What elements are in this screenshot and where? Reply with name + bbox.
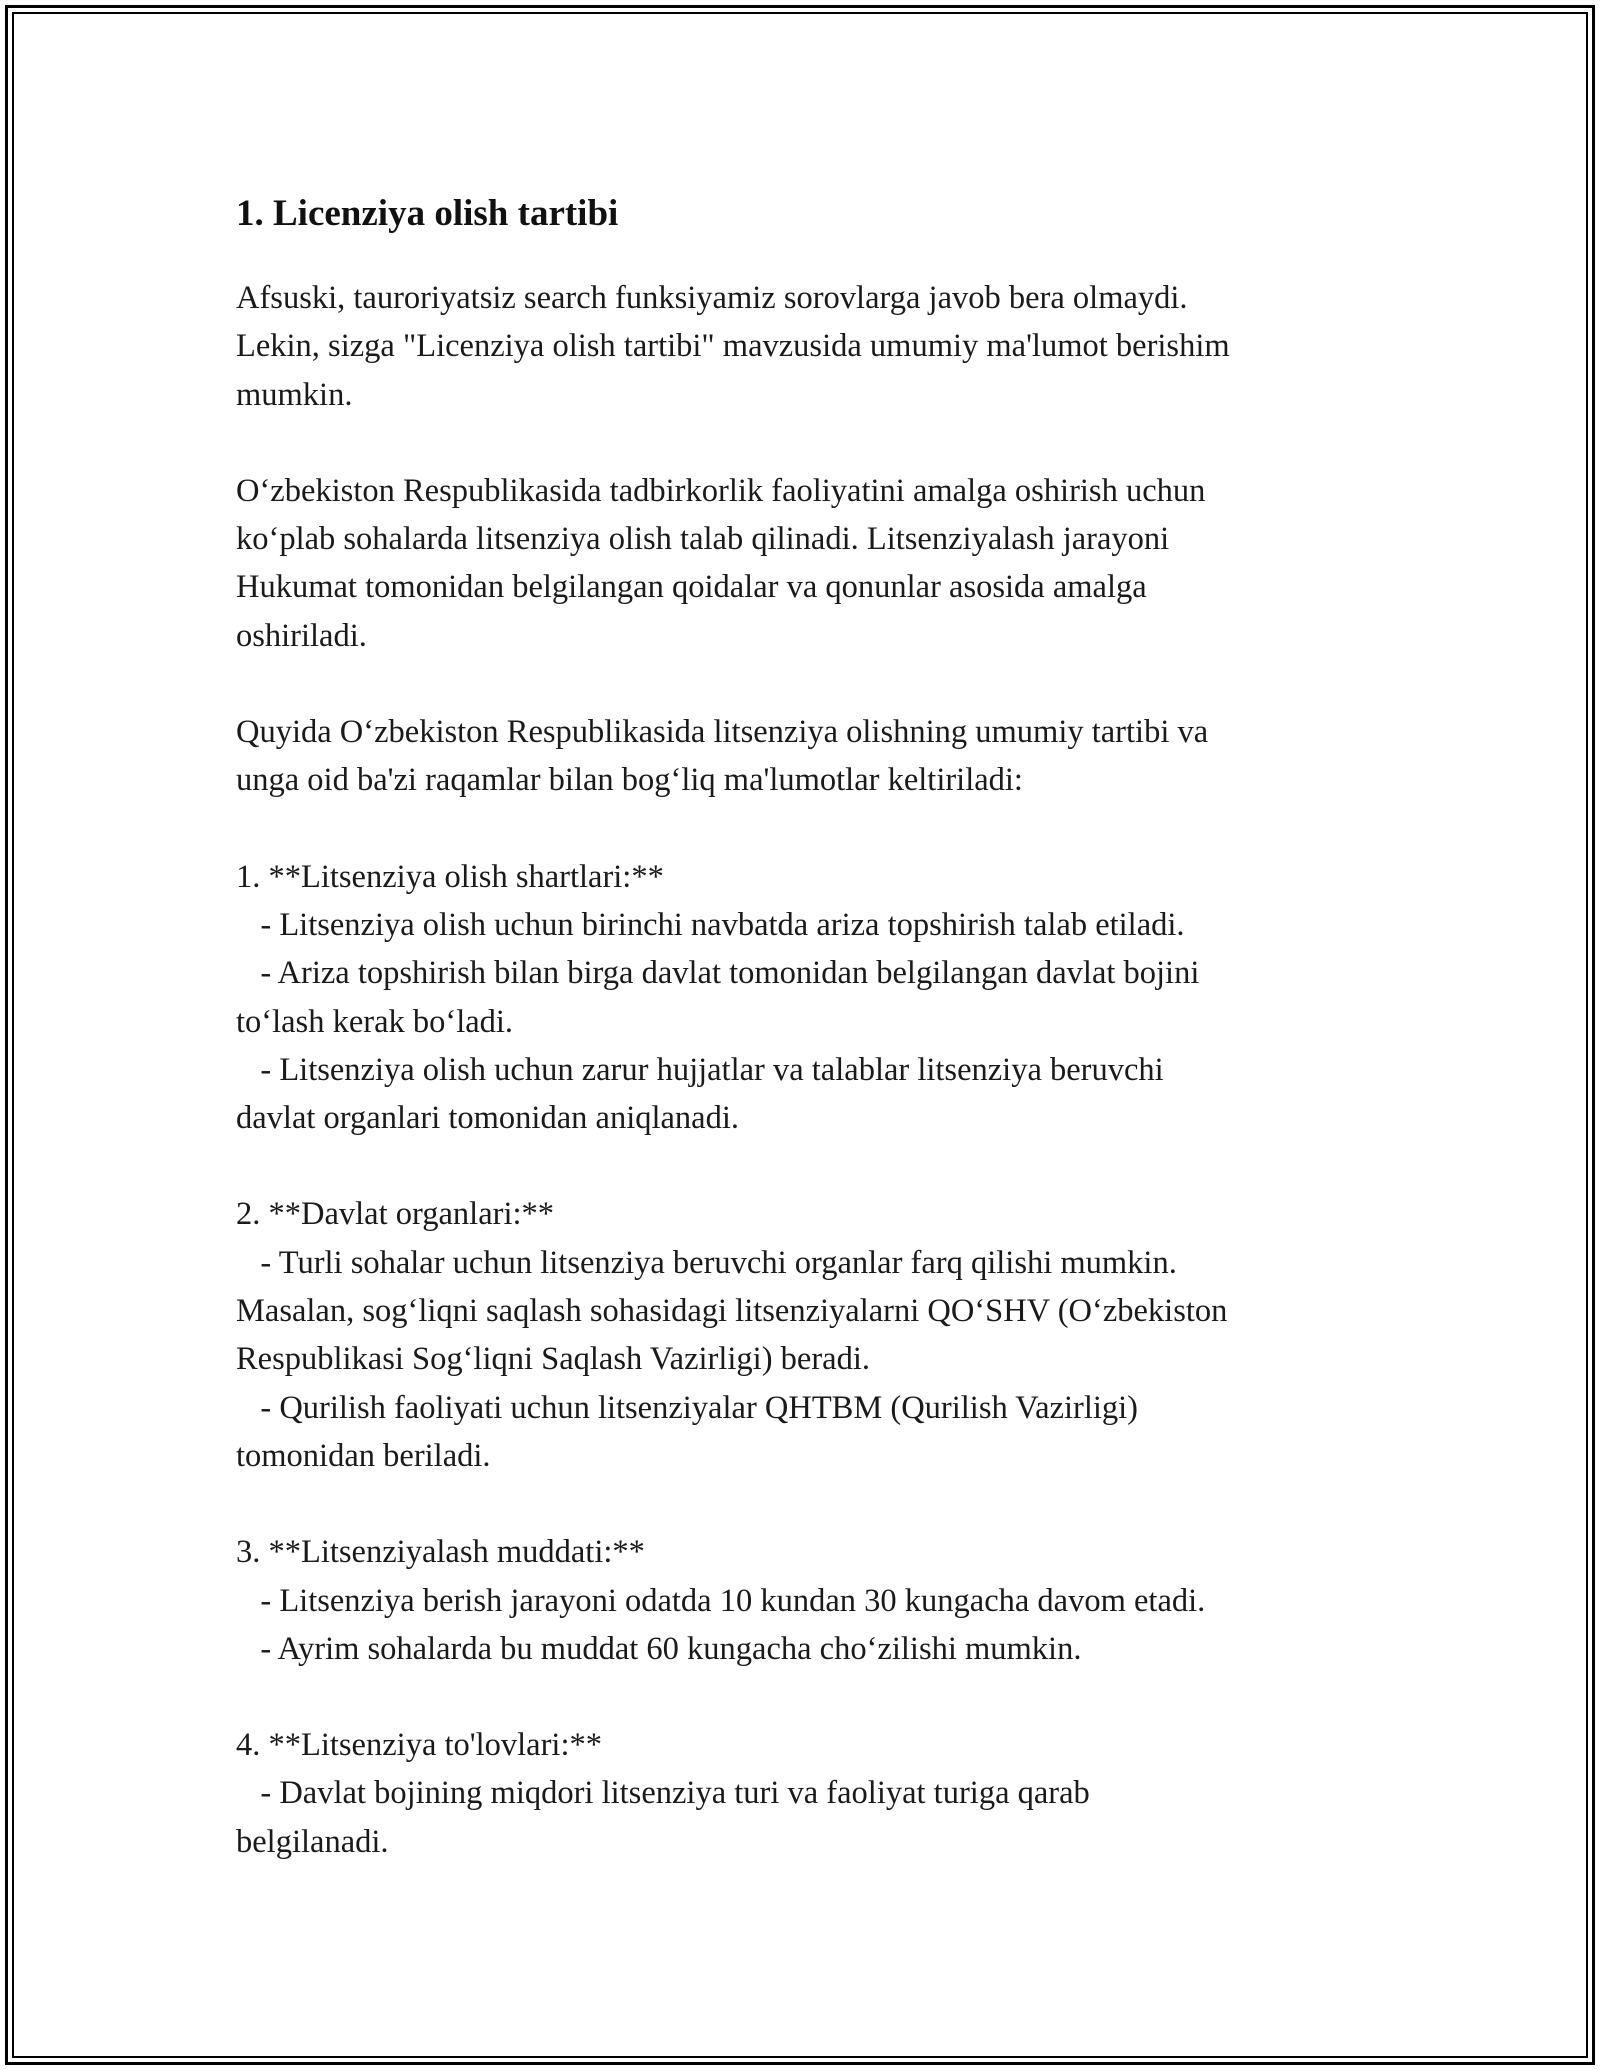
intro-paragraph: Afsuski, tauroriyatsiz search funksiyamiz sorovlarga javob bera olmaydi. Lekin, sizga "Licenziya olish tartibi" mavzusida umumiy ma'lumot berishim mumkin. xyxy=(236,280,1230,413)
list-item: - Ayrim sohalarda bu muddat 60 kungacha cho‘zilishi mumkin. xyxy=(236,1630,1082,1667)
document-title: 1. Licenziya olish tartibi xyxy=(236,193,619,234)
context-paragraph: O‘zbekiston Respublikasida tadbirkorlik faoliyatini amalga oshirish uchun ko‘plab sohalarda litsenziya olish talab qilinadi. Litsenziyalash jarayoni Hukumat tomonidan belgilangan qoidalar va qonunlar asosida amalga oshiriladi. xyxy=(236,472,1206,654)
list-item: - Litsenziya olish uchun birinchi navbatda ariza topshirish talab etiladi. xyxy=(236,906,1185,943)
section-heading: 2. **Davlat organlari:** xyxy=(236,1196,555,1233)
document-body xyxy=(236,184,1406,1914)
section-state-bodies xyxy=(236,1190,1406,1480)
list-item: - Turli sohalar uchun litsenziya beruvchi organlar farq qilishi mumkin. Masalan, sog‘liqni saqlash sohasidagi litsenziyalarni QO‘SHV (O‘zbekiston Respublikasi Sog‘liqni Saqlash Vazirligi) beradi. xyxy=(236,1244,1228,1378)
section-licensing-period xyxy=(236,1528,1406,1673)
section-license-fees xyxy=(236,1721,1406,1866)
section-heading: 1. **Litsenziya olish shartlari:** xyxy=(236,858,664,895)
list-item: - Ariza topshirish bilan birga davlat tomonidan belgilangan davlat bojini to‘lash kerak bo‘ladi. xyxy=(236,955,1200,1040)
list-item: - Litsenziya olish uchun zarur hujjatlar va talablar litsenziya beruvchi davlat organlari tomonidan aniqlanadi. xyxy=(236,1051,1164,1137)
section-heading: 3. **Litsenziyalash muddati:** xyxy=(236,1534,645,1571)
list-item: - Davlat bojining miqdori litsenziya turi va faoliyat turiga qarab belgilanadi. xyxy=(236,1775,1090,1860)
lead-in-paragraph: Quyida O‘zbekiston Respublikasida litsenziya olishning umumiy tartibi va unga oid ba'zi raqamlar bilan bog‘liq ma'lumotlar keltiriladi: xyxy=(236,714,1209,799)
section-heading: 4. **Litsenziya to'lovlari:** xyxy=(236,1727,602,1764)
list-item: - Qurilish faoliyati uchun litsenziyalar QHTBM (Qurilish Vazirligi) tomonidan beriladi. xyxy=(236,1389,1139,1474)
section-license-conditions xyxy=(236,853,1406,1143)
list-item: - Litsenziya berish jarayoni odatda 10 kundan 30 kungacha davom etadi. xyxy=(236,1582,1206,1619)
